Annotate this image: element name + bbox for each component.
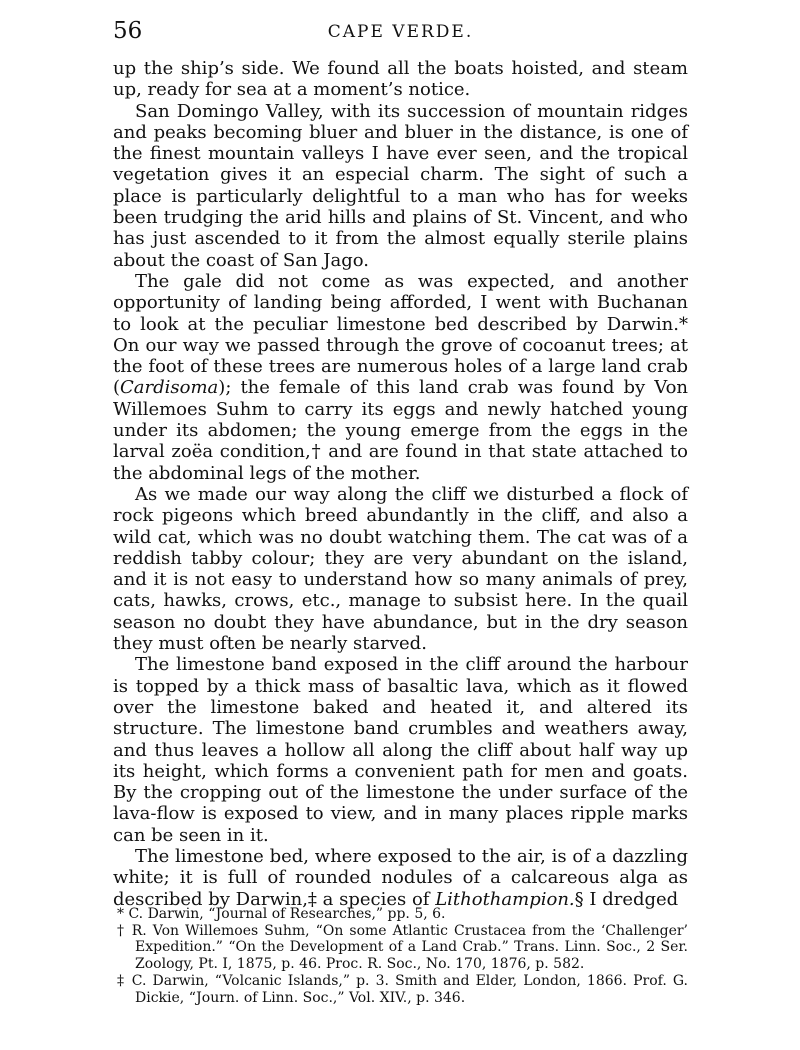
footnotes	[113, 906, 688, 1006]
paragraph-gale-text-a: The gale did not come as was expected, and another opportunity of landing being afforded, I went with Buchanan to look at the peculiar limestone bed described by Darwin.* On our way we passed through the grove of cocoanut trees; at the foot of these trees are numerous holes of a large land crab (	[113, 270, 688, 399]
page-header	[113, 14, 688, 48]
footnote-darwin-volcanic-islands: ‡ C. Darwin, “Volcanic Islands,” p. 3. Smith and Elder, London, 1866. Prof. G. Dickie, “Journ. of Linn. Soc.,” Vol. XIV., p. 346.	[117, 972, 688, 1006]
page-number: 56	[113, 18, 143, 44]
paragraph-cliff: As we made our way along the cliff we disturbed a flock of rock pigeons which breed abundantly in the cliff, and also a wild cat, which was no doubt watching them. The cat was of a reddish tabby colour; they are very abundant on the island, and it is not easy to understand how so many animals of prey, cats, hawks, crows, etc., manage to subsist here. In the quail season no doubt they have abundance, but in the dry season they must often be nearly starved.	[113, 483, 688, 655]
paragraph-limestone-band: The limestone band exposed in the cliff around the harbour is topped by a thick mass of basaltic lava, which as it flowed over the limestone baked and heated it, and altered its structure. The limestone band crumbles and weathers away, and thus leaves a hollow all along the cliff about half way up its height, which forms a convenient path for men and goats. By the cropping out of the limestone the under surface of the lava-flow is exposed to view, and in many places ripple marks can be seen in it.	[113, 654, 688, 846]
paragraph-limestone-bed-text-a: The limestone bed, where exposed to the air, is of a dazzling white; it is full of rounded nodules of a calcareous alga as described by Darwin,‡ a species of	[113, 845, 688, 910]
running-head: CAPE VERDE.	[327, 22, 474, 42]
species-name-cardisoma: Cardisoma	[120, 377, 219, 399]
paragraph-gale	[113, 271, 688, 484]
species-name-lithothampion: Lithothampion.	[435, 888, 575, 910]
body-text	[113, 58, 688, 910]
paragraph-gale-text-b: ); the female of this land crab was found by Von Willemoes Suhm to carry its eggs and newly hatched young under its abdomen; the young emerge from the eggs in the larval zoëa condition,† and are found in that state attached to the abdominal legs of the mother.	[113, 377, 688, 484]
paragraph-continuation: up the ship’s side. We found all the boats hoisted, and steam up, ready for sea at a moment’s notice.	[113, 58, 688, 101]
paragraph-san-domingo: San Domingo Valley, with its succession of mountain ridges and peaks becoming bluer and bluer in the distance, is one of the finest mountain valleys I have ever seen, and the tropical vegetation gives it an especial charm. The sight of such a place is particularly delightful to a man who has for weeks been trudging the arid hills and plains of St. Vincent, and who has just ascended to it from the almost equally sterile plains about the coast of San Jago.	[113, 100, 688, 271]
footnote-von-willemoes-suhm: † R. Von Willemoes Suhm, “On some Atlantic Crustacea from the ‘Challenger’ Expedition.” “On the Development of a Land Crab.” Trans. Linn. Soc., 2 Ser. Zoology, Pt. I, 1875, p. 46. Proc. R. Soc., No. 170, 1876, p. 582.	[117, 922, 688, 973]
paragraph-limestone-bed-text-b: § I dredged	[574, 888, 679, 910]
paragraph-limestone-bed	[113, 846, 688, 910]
footnote-darwin-journal: * C. Darwin, “Journal of Researches,” pp. 5, 6.	[117, 906, 446, 922]
